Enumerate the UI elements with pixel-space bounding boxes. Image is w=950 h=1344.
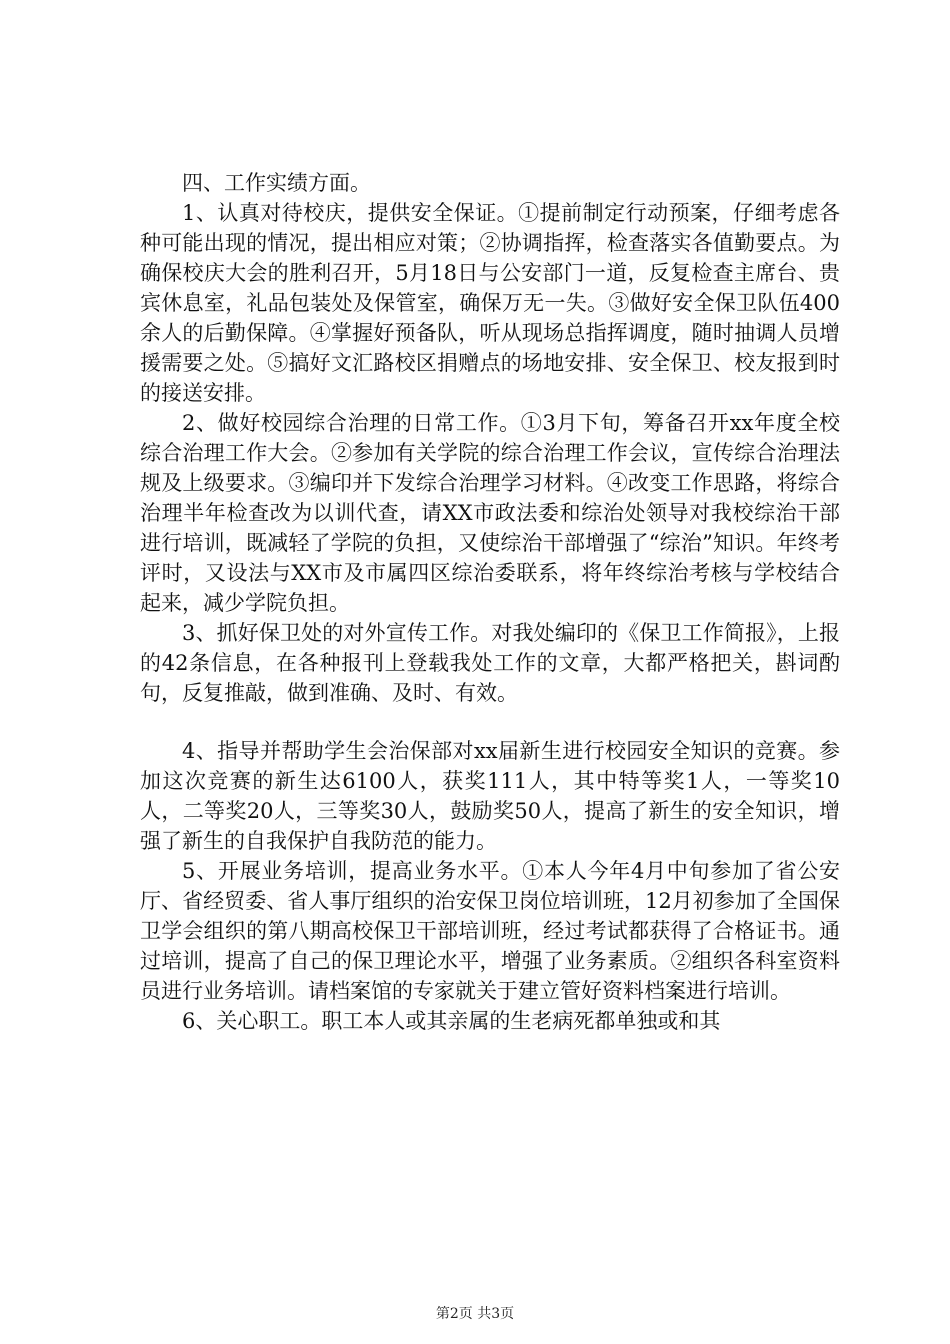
paragraph-6: 6、关心职工。职工本人或其亲属的生老病死都单独或和其 <box>182 1009 721 1033</box>
paragraph-2: 2、做好校园综合治理的日常工作。①3月下旬，筹备召开xx年度全校综合治理工作大会。②参加有关学院的综合治理工作会议，宣传综合治理法规及上级要求。③编印并下发综合治理学习材料。④改变工作思路，将综合治理半年检查改为以训代查，请XX市政法委和综治处领导对我校综治干部进行培训，既减轻了学院的负担，又使综治干部增强了“综治”知识。年终考评时，又设法与XX市及市属四区综治委联系，将年终综治考核与学校结合起来，减少学院负担。 <box>140 411 840 615</box>
paragraph-5: 5、开展业务培训，提高业务水平。①本人今年4月中旬参加了省公安厅、省经贸委、省人事厅组织的治安保卫岗位培训班，12月初参加了全国保卫学会组织的第八期高校保卫干部培训班，经过考试都获得了合格证书。通过培训，提高了自己的保卫理论水平，增强了业务素质。②组织各科室资料员进行业务培训。请档案馆的专家就关于建立管好资料档案进行培训。 <box>140 859 840 1003</box>
paragraph-3: 3、抓好保卫处的对外宣传工作。对我处编印的《保卫工作简报》，上报的42条信息，在各种报刊上登载我处工作的文章，大都严格把关，斟词酌句，反复推敲，做到准确、及时、有效。 <box>140 621 840 705</box>
document-body <box>140 168 840 1036</box>
paragraph-4: 4、指导并帮助学生会治保部对xx届新生进行校园安全知识的竞赛。参加这次竞赛的新生达6100人，获奖111人，其中特等奖1人，一等奖10人，二等奖20人，三等奖30人，鼓励奖50人，提高了新生的安全知识，增强了新生的自我保护自我防范的能力。 <box>140 739 840 853</box>
page-footer: 第2页 共3页 <box>435 1306 515 1322</box>
section-heading: 四、工作实绩方面。 <box>182 171 371 195</box>
paragraph-gap <box>140 708 840 736</box>
paragraph-1: 1、认真对待校庆，提供安全保证。①提前制定行动预案，仔细考虑各种可能出现的情况，提出相应对策；②协调指挥，检查落实各值勤要点。为确保校庆大会的胜利召开，5月18日与公安部门一道，反复检查主席台、贵宾休息室，礼品包装处及保管室，确保万无一失。③做好安全保卫队伍400余人的后勤保障。④掌握好预备队，听从现场总指挥调度，随时抽调人员增援需要之处。⑤搞好文汇路校区捐赠点的场地安排、安全保卫、校友报到时的接送安排。 <box>140 201 840 405</box>
